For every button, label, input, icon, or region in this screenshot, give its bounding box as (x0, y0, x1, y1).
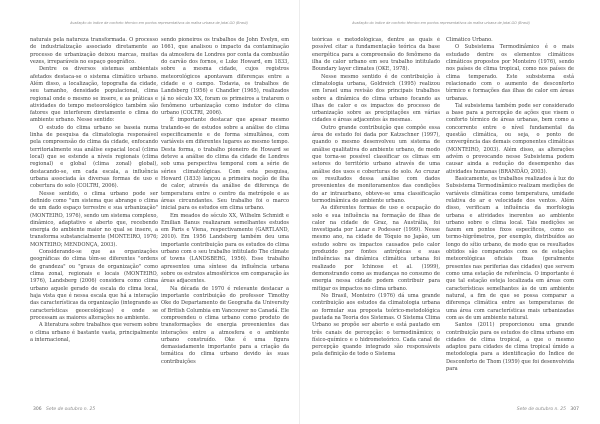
paragraph: naturais pela natureza transformada. O processo de industrialização associado diretamente ao processo de urbanização deixou marcas, muitas vezes, irreparáveis no espaço geográfico. (30, 37, 158, 65)
paragraph: Tal subsistema também pode ser considerado a base para a percepção de ações que visem o conforto térmico de áreas urbanas, bem como a concorrente entre o nível fundamental da questão climática, ou seja, o ponto de convergência das demais componentes climáticas (MONTEIRO, 2003). Além disso, as alterações advém o provocando nesse Subsistema podem causar ainda a redução do desempenho das atividades humanas (BRANDÃO, 2003). (446, 102, 574, 175)
left-page-number: 306 (33, 407, 42, 412)
running-head-left: Avaliação do índice de conforto térmico em pontos representativos da malha urbana de Jataí-GO (Brasil) (70, 21, 248, 25)
paragraph: A literatura sobre trabalhos que versem sobre o clima urbano é bastante vasta, principalmente a internacional, (30, 322, 158, 343)
paragraph: teóricas e metodológicas, dentre as quais é possível citar a fundamentação teórica da base energética para a compreensão do fenômeno da ilha de calor urbano em seu trabalho intitulado Boundary layer climates (OKE, 1978). (312, 37, 440, 73)
paragraph: sendo pioneiros os trabalhos de John Evelyn, em 1661, que analisou o impacto da contaminação da atmosfera de Londres por conta da combustão do carvão dos fornos, e Luke Howard, em 1833, sobre a mesma cidade, cujos registros meteorológicos apontavam diferenças entre a cidade e o campo. Todavia, os trabalhos de Landsberg (1956) e Chandler (1965), realizados já no século XX, foram os primeiros a tratarem o fenômeno urbanização como indutor do clima urbano (COLTRI, 2006). (161, 37, 289, 117)
left-column-a (30, 37, 158, 401)
left-column-b (161, 37, 289, 401)
paragraph: Considerando-se que as organizações geográficas do clima têm-se diferentes "ordens de grandeza" ou "graus de organização" como clima zonal, regionais e locais (MONTEIRO, 1976), Landsberg (2006) considera como clima urbano aquele gerado de escala do clima local, haja vista que é nessa escala que há a interação das características da organização (integrando as características geoecológicas) e onde se processam as maiores alterações no ambiente. (30, 249, 158, 321)
right-journal-name: Sete de outubro n. 25 (516, 407, 566, 412)
paragraph: Na década de 1970 é relevante destacar a importante contribuição do professor Timothy Oke do Departamento de Geografia da University of British Columbia em Vancouver no Canadá. Ele compreendeu o clima urbano como produto de transformações de energia provenientes das interações entre a atmosfera e o ambiente urbano construído. Oke é uma figura demasiadamente importante para a criação da temática do clima urbano devido às suas contribuições (161, 285, 289, 365)
right-column-a (312, 37, 440, 401)
paragraph: No Brasil, Monteiro (1976) dá uma grande contribuição aos estudos da climatologia urbana ao formular sua proposta teórico-metodológica pautada na Teoria dos Sistemas. O Sistema Clima Urbano se propõe ser aberto e está pautado em três canais de percepção: o termodinâmico; o físico-químico e o hidrometeórico. Cada canal de percepção quando integrado são responsáveis pela definição de todo o Sistema (312, 292, 440, 358)
right-folio (517, 406, 582, 414)
paragraph: Santos (2011) proporcionou uma grande contribuição para os estudos do clima urbano em cidades de clima tropical, a que o mesmo adaptou para cidades de clima tropical úmido a metodologia para a identificação do Índice de Desconforto de Thom (1959) que foi desenvolvida para (446, 322, 574, 373)
running-head-right: Avaliação do índice de conforto térmico em pontos representativos da malha urbana de Jataí-GO (Brasil) (352, 21, 530, 25)
right-column-b (446, 37, 574, 401)
left-journal-name: Sete de outubro n. 25 (46, 407, 96, 412)
paragraph: Climático Urbano. (446, 37, 493, 43)
paragraph: O Subsistema Termodinâmico é o mais estudado dentre os elementos climáticos climáticos propostos por Monteiro (1976), sendo nos países de clima tropical, como nos países de clima temperado. Este subsistema está relacionado com o aumento de desconforto térmico e formações das ilhas de calor em áreas urbanas. (446, 44, 574, 102)
paragraph: Basicamente, os trabalhos realizados à luz do Subsistema Termodinâmico realizam medições de variáveis climáticas como temperatura, umidade relativa do ar e velocidade dos ventos. Além disso, verificam a influência da morfologia urbana e atividades inerentes ao ambiente urbano sobre o clima local. Tais medições se fazem em pontos fixos específicos, como os termo-higrômetros, por exemplo, distribuídos ao longo do sítio urbano, de modo que os resultados obtidos são comparados com os de estações meteorológicas oficiais fixas (geralmente presentes nas periferias das cidades) que servem como uma estação de referência. O importante é que tal estação esteja localizada em áreas com características semelhantes às de um ambiente natural, a fim de que se possa comparar a diferença climática entre as temperaturas de uma área com características mais urbanizadas com as de um ambiente natural. (446, 175, 574, 321)
right-page (300, 0, 600, 424)
paragraph: Nesse mesmo sentido é de contribuição à climatologia urbana, Goldreich (1995) realizou em Israel uma revisão dos principais trabalhos sobre a dinâmica do clima urbano focando as ilhas de calor e os impactos do processo de urbanização sobre as precipitações em várias cidades e áreas adjacentes às mesmas. (312, 73, 440, 124)
paragraph: Dentre os diversos sistemas ambientais afetados destaca-se o sistema climático urbano. Além disso, a localização, topografia da cidade, seu tamanho, densidade populacional, clima regional onde o mesmo se insere, e as práticas e atividades do tempo meteorológico também são fatores que interferem diretamente o clima do ambiente urbano. Nesse sentido: (30, 66, 158, 124)
paragraph: Nesse sentido, o clima urbano pode ser definido como "um sistema que abrange o clima de um dado espaço terrestre e sua urbanização" (MONTEIRO, 1976), sendo um sistema complexo, dinâmico, adaptativo e aberto que, recebendo energia do ambiente maior no qual se insere, a transforma substancialmente (MONTEIRO, 1976; MONTEIRO; MENDONÇA, 2003). (30, 190, 158, 248)
paragraph: É importante destacar que apesar mesmo tratando-se de estudos sobre a análise do clima especificamente e de forma simultânea, com variáveis em diferentes lugares ao mesmo tempo. Desta forma, o trabalho pioneiro de Howard se deteve a análise do clima da cidade de Londres sob uma perspectiva temporal com a série de séries climatológicas. Com esta pesquisa, Howard (1833) lançou a primeira noção de ilha de calor, através da análise de diferença de temperatura entre o centro da metrópole e as áreas circundantes. Seu trabalho foi o marco inicial para os estudos em clima urbano. (161, 117, 289, 212)
paragraph: O estudo do clima urbano se baseia numa linha de pesquisa da climatologia responsável pela compreensão do clima da cidade, enfocando territorialmente sua análise espacial local (clima local) que se estende a níveis regionais (clima regional) e global (clima zonal) global), destacando-se, em cada escala, a influência urbana associada às diversas formas de uso e cobertura do solo (COLTRI, 2006). (30, 124, 158, 190)
paragraph: Em meados do século XX, Wilhelm Schmidt e Emilian Banus realizaram semelhantes estudos em Paris e Viena, respectivamente (GARTLAND, 2010). Em 1956 Landsberg também deu uma importante contribuição para os estudos do clima urbano com o seu trabalho intitulado The climate of towns (LANDSBERG, 1956). Esse trabalho apresentou uma síntese da influência urbana sobre os estratos atmosféricos em comparação às áreas adjacentes. (161, 212, 289, 285)
paragraph: As diferentes formas de uso e ocupação do solo e sua influência na formação de ilhas de calor na cidade de Graz, na Austrália, foi investigada por Lazar e Podesser (1999). Nesse mesmo ano, na cidade de Tóquio no Japão, um estudo sobre os impactos causados pelo calor produzido por fontes antrópicas e suas influências na dinâmica climática urbana foi realizado por Ichinose et al. (1999), demonstrando como as mudanças no consumo de energia nessa cidade podem contribuir para mitigar os impactos no clima urbano. (312, 205, 440, 292)
left-folio (30, 406, 95, 414)
right-page-number: 307 (570, 407, 579, 412)
paragraph: Outro grande contribuição que compôe essa área de estudo foi dada por Katzschner (1997), quando o mesmo desenvolveu um sistema de análise qualitativa do ambiente urbano, de modo que torna-se possível classificar os climas em setores do território urbano através de uma análise dos usos e coberturas do solo. Ao cruzar os resultados dessa análise com dados provenientes de monitoramentos das condições do ar intraurbano, obteve-se uma classificação termodinâmica do ambiente urbano. (312, 124, 440, 204)
